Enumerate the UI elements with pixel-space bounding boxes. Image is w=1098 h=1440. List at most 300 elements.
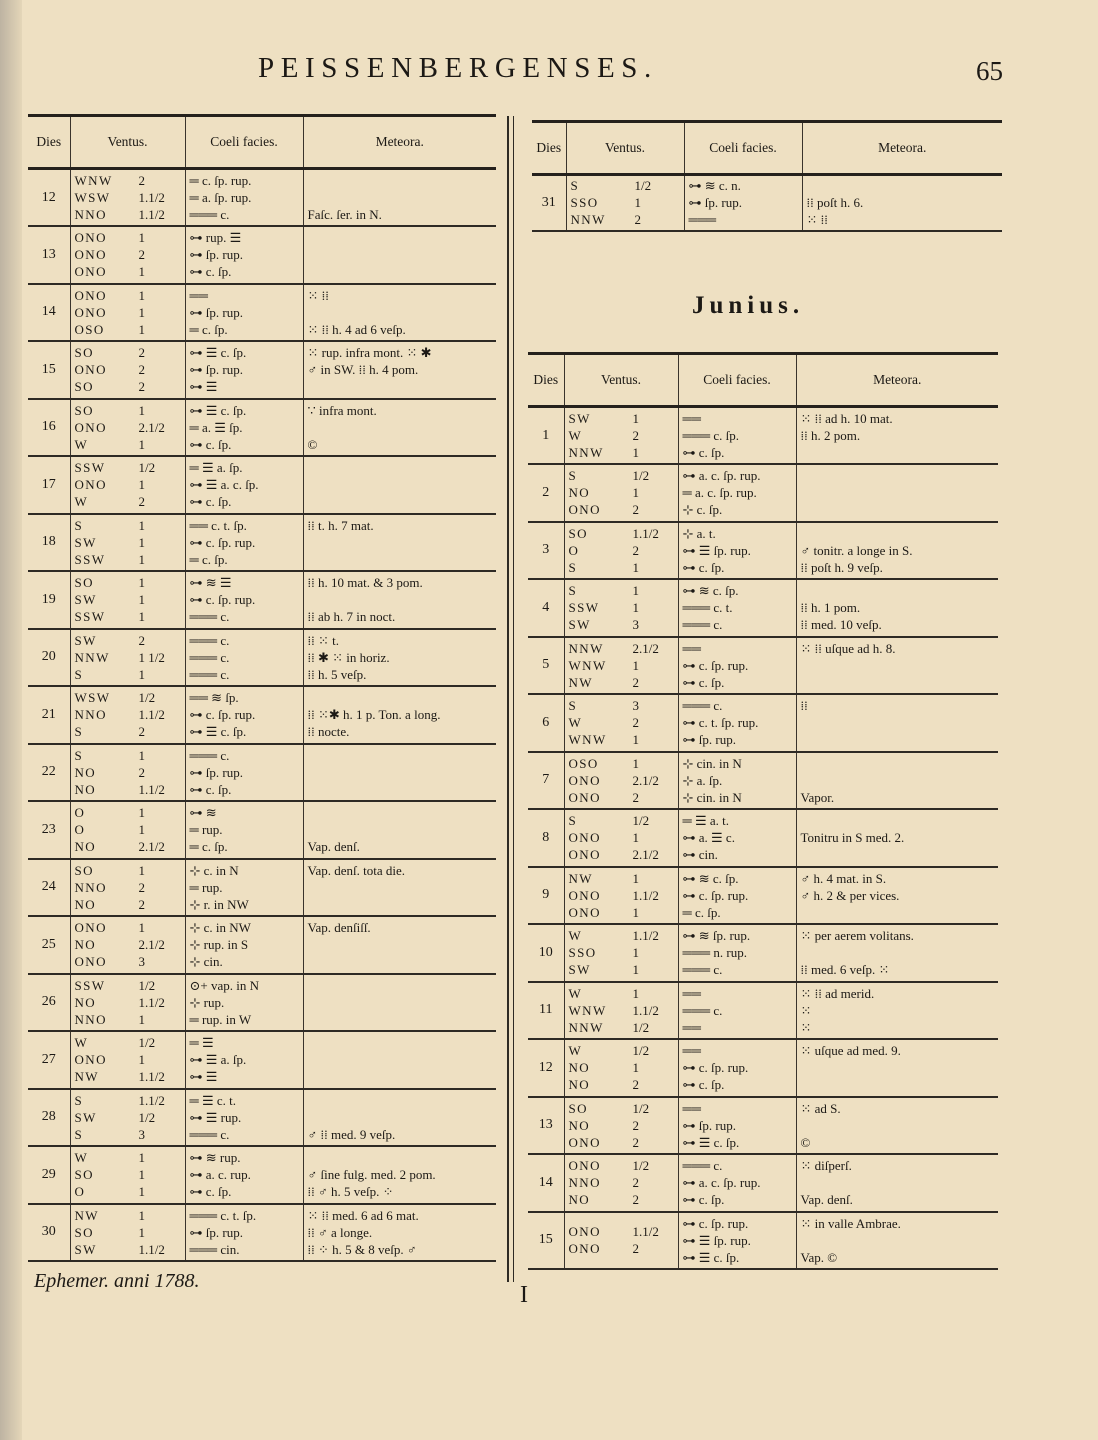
wind-force: 1.1/2 [632, 525, 659, 541]
wind-line [75, 977, 181, 994]
meteora-line: ⁞⁞ ♂ h. 5 veſp. ⁘ [307, 1184, 394, 1200]
sky-line: ⊶ ☰ c. ſp. [189, 402, 247, 418]
wind-force: 3 [632, 617, 639, 633]
wind-line [75, 919, 181, 936]
meteora-line [308, 689, 493, 706]
meteora-line [308, 493, 493, 510]
meteora-cell [303, 1146, 496, 1204]
wind-line [75, 764, 181, 781]
sky-line: ══ [682, 1043, 701, 1059]
wind-force: 1/2 [632, 468, 650, 484]
meteora-line [801, 846, 995, 863]
table-row [528, 637, 998, 695]
sky-line: ═══ c. [682, 1002, 723, 1018]
day-cell: 23 [41, 821, 56, 837]
meteora-line [308, 229, 493, 246]
sky-cell [185, 744, 303, 802]
sky-line: ═══ cin. [189, 1241, 240, 1257]
wind-force: 2.1/2 [632, 847, 659, 863]
meteora-line: ⁙ ⁞⁞ ad merid. [800, 985, 875, 1001]
meteora-cell [303, 571, 496, 629]
wind-direction: ONO [568, 1241, 601, 1257]
sky-cell [185, 629, 303, 687]
sky-line: ══ [682, 411, 701, 426]
wind-force: 1 1/2 [138, 649, 165, 665]
sky-line: ═══ c. [189, 666, 230, 682]
wind-line [569, 1191, 674, 1208]
wind-force: 1.1/2 [138, 994, 165, 1010]
day-cell: 17 [41, 476, 56, 492]
sky-cell [185, 859, 303, 917]
table-row [528, 407, 998, 465]
wind-line [75, 517, 181, 534]
sky-line: ⊶ a. ☰ c. [682, 830, 735, 846]
wind-direction: W [74, 1035, 89, 1051]
wind-line [569, 1240, 674, 1257]
sky-line: ⊶ a. c. rup. [189, 1167, 251, 1183]
right-top-table-block [532, 120, 1002, 232]
signature-mark: I [520, 1282, 528, 1308]
footer-caption: Ephemer. anni 1788. [34, 1270, 200, 1292]
sky-line: ⊶ c. ſp. rup. [682, 887, 749, 903]
wind-direction: NO [74, 781, 97, 797]
table-row [28, 859, 496, 917]
column-header: Coeli facies. [185, 116, 303, 169]
table-row [528, 752, 998, 810]
wind-cell [564, 407, 678, 465]
sky-line: ═══ c. [189, 207, 230, 222]
wind-direction: WNW [74, 173, 113, 188]
sky-line: ═══ c. [189, 747, 230, 763]
sky-line: ═══ c. t. [682, 600, 733, 616]
wind-force: 1 [138, 609, 145, 625]
sky-cell [185, 916, 303, 974]
wind-cell [564, 1097, 678, 1155]
sky-line: ⊶ c. ſp. rup. [682, 657, 749, 673]
meteora-line [801, 714, 995, 731]
wind-force: 1 [632, 755, 639, 771]
sky-line: ═ ☰ a. t. [682, 813, 729, 829]
wind-cell [70, 169, 185, 227]
sky-cell [678, 464, 796, 522]
sky-line: ⊹ rup. [189, 994, 225, 1010]
wind-line [75, 838, 181, 855]
wind-force: 3 [138, 1126, 145, 1142]
wind-line [75, 402, 181, 419]
wind-line [569, 1076, 674, 1093]
wind-line [75, 1241, 181, 1258]
wind-direction: S [74, 1092, 84, 1108]
wind-line [569, 1002, 674, 1019]
sky-line: ⊶ ≋ rup. [189, 1150, 241, 1166]
sky-line: ═══ c. [189, 632, 230, 648]
page-shadow [0, 0, 22, 1440]
table-row [28, 571, 496, 629]
wind-force: 2 [138, 632, 145, 648]
wind-line [569, 427, 674, 444]
wind-direction: ONO [74, 1052, 107, 1068]
wind-force: 1 [632, 1060, 639, 1076]
sky-line: ═══ c. [189, 649, 230, 665]
wind-cell [70, 284, 185, 342]
meteora-line: ⁙ ⁞⁞ [307, 287, 329, 303]
sky-line: ═ c. ſp. [189, 551, 228, 567]
meteora-cell [303, 1031, 496, 1089]
wind-force: 1 [138, 1224, 145, 1240]
wind-direction: S [74, 666, 84, 682]
wind-cell [564, 809, 678, 867]
sky-line: ⊶ ≋ [189, 805, 217, 821]
column-divider-inner [513, 116, 514, 1282]
sky-line: ═ ☰ a. ſp. [189, 460, 243, 476]
wind-force: 1/2 [632, 1100, 650, 1116]
meteora-cell [303, 226, 496, 284]
meteora-line [308, 1051, 493, 1068]
wind-line [75, 1034, 181, 1051]
wind-force: 2 [632, 542, 639, 558]
day-cell: 7 [542, 772, 550, 788]
wind-line [569, 1059, 674, 1076]
wind-line [75, 896, 181, 913]
wind-force: 3 [138, 954, 145, 970]
meteora-cell [303, 974, 496, 1032]
sky-cell [678, 637, 796, 695]
sky-line: ═ rup. [189, 822, 223, 838]
meteora-cell [303, 1089, 496, 1147]
meteora-cell [303, 399, 496, 457]
wind-line [569, 1019, 674, 1036]
table-row [528, 924, 998, 982]
sky-line: ⊶ a. c. ſp. rup. [682, 1175, 761, 1191]
sky-line: ⊹ a. t. [682, 525, 716, 541]
sky-line: ⊙+ vap. in N [189, 977, 259, 993]
meteora-line [801, 444, 995, 461]
meteora-line [308, 304, 493, 321]
sky-cell [678, 407, 796, 465]
table-row [528, 1154, 998, 1212]
wind-direction: SO [568, 525, 588, 541]
sky-line: ⊶ ſp. rup. [189, 247, 243, 263]
meteora-line [308, 246, 493, 263]
meteora-line [308, 419, 493, 436]
sky-line: ⊶ c. ſp. rup. [189, 592, 256, 608]
meteora-line: ⁙ ⁞⁞ h. 4 ad 6 veſp. [307, 321, 406, 337]
meteora-line: ⁞⁞ med. 6 veſp. ⁙ [800, 962, 890, 978]
wind-direction: SW [568, 617, 591, 633]
sky-line: ══ [682, 1019, 701, 1035]
wind-line [75, 994, 181, 1011]
wind-direction: NO [74, 896, 97, 912]
wind-line [75, 1149, 181, 1166]
sky-line: ⊶ ſp. rup. [189, 1224, 243, 1240]
wind-line [569, 927, 674, 944]
wind-line [569, 1223, 674, 1240]
wind-line [75, 1183, 181, 1200]
sky-line: ⊶ ſp. rup. [189, 764, 243, 780]
wind-cell [70, 801, 185, 859]
wind-direction: ONO [74, 920, 107, 936]
wind-force: 1 [138, 592, 145, 608]
wind-direction: SO [74, 379, 94, 395]
day-cell: 18 [41, 534, 56, 550]
wind-line [569, 789, 674, 806]
day-cell: 14 [41, 304, 56, 320]
wind-line [569, 640, 674, 657]
meteora-line [308, 936, 493, 953]
wind-direction: WNW [568, 732, 607, 748]
day-cell: 22 [41, 764, 56, 780]
sky-cell [678, 752, 796, 810]
wind-force: 2.1/2 [138, 937, 165, 953]
meteora-line: ♂ ⁞⁞ med. 9 veſp. [307, 1126, 396, 1142]
column-header: Dies [28, 116, 70, 169]
wind-force: 1/2 [632, 1158, 650, 1174]
wind-line [75, 361, 181, 378]
meteora-cell [796, 752, 998, 810]
meteora-line [308, 953, 493, 970]
wind-cell [564, 464, 678, 522]
wind-direction: WNW [568, 657, 607, 673]
wind-line [571, 211, 680, 228]
sky-line: ═ rup. in W [189, 1011, 252, 1027]
wind-force: 1 [138, 287, 145, 303]
wind-line [75, 246, 181, 263]
wind-force: 1 [632, 657, 639, 673]
meteora-line: ⁞⁞ h. 2 pom. [800, 428, 861, 443]
wind-line [569, 525, 674, 542]
sky-cell [684, 175, 802, 231]
meteora-line: ⁙ [800, 1002, 812, 1018]
wind-direction: S [74, 724, 84, 740]
wind-direction: NW [74, 1069, 99, 1085]
wind-force: 2 [632, 789, 639, 805]
wind-direction: S [74, 517, 84, 533]
wind-force: 3 [632, 698, 639, 714]
wind-line [569, 846, 674, 863]
wind-force: 2 [138, 379, 145, 395]
wind-line [75, 534, 181, 551]
meteora-cell [796, 694, 998, 752]
wind-force: 1/2 [138, 690, 156, 706]
sky-line: ═══ c. [189, 1126, 230, 1142]
wind-force: 1/2 [632, 1043, 650, 1059]
day-cell: 31 [541, 194, 556, 210]
wind-line [75, 476, 181, 493]
wind-cell [564, 522, 678, 580]
sky-cell [185, 571, 303, 629]
sky-cell [185, 169, 303, 227]
wind-line [75, 649, 181, 666]
wind-cell [70, 744, 185, 802]
meteora-line [801, 1117, 995, 1134]
meteora-cell [303, 801, 496, 859]
sky-cell [185, 341, 303, 399]
sky-line: ═══ c. [682, 617, 723, 633]
wind-line [75, 1207, 181, 1224]
wind-line [75, 608, 181, 625]
wind-line [75, 632, 181, 649]
wind-force: 1.1/2 [138, 207, 165, 222]
wind-cell [70, 226, 185, 284]
sky-cell [185, 1204, 303, 1262]
meteora-line [801, 501, 995, 518]
wind-direction: NNW [568, 640, 604, 656]
wind-force: 1.1/2 [138, 707, 165, 723]
day-cell: 25 [41, 936, 56, 952]
meteora-cell [303, 169, 496, 227]
meteora-line: ♂ h. 4 mat. in S. [800, 870, 887, 886]
table-row [28, 1031, 496, 1089]
meteora-line: ⁙ ⁞⁞ med. 6 ad 6 mat. [307, 1207, 419, 1223]
wind-force: 1 [138, 1184, 145, 1200]
day-cell: 14 [538, 1174, 553, 1190]
meteora-line [308, 459, 493, 476]
meteora-cell [796, 924, 998, 982]
meteora-line: Vap. denſ. tota die. [307, 862, 405, 878]
meteora-line [308, 1109, 493, 1126]
table-row [532, 175, 1002, 231]
sky-line: ⊶ c. ſp. [189, 1184, 232, 1200]
wind-line [75, 804, 181, 821]
wind-force: 1 [138, 477, 145, 493]
wind-line [569, 444, 674, 461]
wind-line [569, 697, 674, 714]
wind-force: 2 [138, 345, 145, 361]
wind-direction: ONO [568, 772, 601, 788]
wind-direction: W [568, 928, 583, 944]
sky-line: ⊶ cin. [682, 847, 718, 863]
wind-force: 1/2 [632, 1019, 650, 1035]
wind-direction: NNW [568, 445, 604, 460]
meteora-line: Vap. © [800, 1249, 838, 1265]
meteora-line: ⁞⁞ ⁙ t. [307, 632, 339, 648]
sky-cell [185, 456, 303, 514]
meteora-line [801, 484, 995, 501]
wind-direction: W [74, 436, 89, 452]
wind-force: 1 [138, 862, 145, 878]
wind-line [569, 582, 674, 599]
column-header: Coeli facies. [678, 354, 796, 407]
wind-line [75, 879, 181, 896]
day-cell: 15 [41, 361, 56, 377]
table-row [28, 1146, 496, 1204]
wind-direction: NO [568, 485, 591, 501]
meteora-line [308, 977, 493, 994]
wind-line [75, 1224, 181, 1241]
wind-force: 1.1/2 [632, 1224, 659, 1240]
wind-direction: ONO [74, 954, 107, 970]
wind-force: 1 [632, 904, 639, 920]
wind-direction: SW [568, 411, 591, 426]
meteora-line [801, 1174, 995, 1191]
wind-force: 1 [632, 485, 639, 501]
wind-force: 1 [138, 1167, 145, 1183]
wind-cell [70, 1146, 185, 1204]
wind-line [75, 263, 181, 280]
wind-direction: W [74, 1150, 89, 1166]
meteora-line: ⁞⁞ poſt h. 9 veſp. [800, 559, 883, 575]
wind-direction: NNO [74, 707, 107, 723]
table-row [528, 522, 998, 580]
wind-direction: SSW [74, 977, 106, 993]
sky-line: ══ c. t. ſp. [189, 517, 247, 533]
sky-line: ═ c. ſp. rup. [189, 173, 252, 188]
wind-force: 1 [138, 1207, 145, 1223]
table-row [28, 456, 496, 514]
wind-line [75, 344, 181, 361]
wind-force: 2.1/2 [632, 772, 659, 788]
sky-line: ═══ n. rup. [682, 945, 747, 961]
wind-line [75, 459, 181, 476]
wind-direction: ONO [74, 247, 107, 263]
sky-line: ⊶ c. ſp. rup. [189, 534, 256, 550]
sky-line: ═══ c. [682, 962, 723, 978]
meteora-cell [303, 456, 496, 514]
meteora-line: © [307, 436, 318, 452]
section-title: Junius. [692, 292, 805, 319]
wind-cell [564, 867, 678, 925]
meteora-line: ∵ infra mont. [307, 402, 377, 418]
wind-force: 1/2 [138, 1035, 156, 1051]
wind-force: 2 [138, 362, 145, 378]
wind-force: 1 [632, 411, 639, 426]
wind-force: 1 [634, 195, 641, 211]
sky-line: ⊶ rup. ☰ [189, 230, 242, 246]
meteora-line [801, 944, 995, 961]
sky-line: ═══ [688, 212, 717, 228]
sky-line: ⊶ c. ſp. rup. [682, 1060, 749, 1076]
day-cell: 27 [41, 1051, 56, 1067]
meteora-cell [796, 579, 998, 637]
sky-line: ⊹ cin. in N [682, 789, 742, 805]
wind-force: 1 [632, 445, 639, 460]
sky-line: ⊹ rup. in S [189, 937, 249, 953]
wind-line [569, 887, 674, 904]
wind-direction: NO [74, 764, 97, 780]
wind-direction: W [568, 985, 583, 1001]
sky-cell [678, 1039, 796, 1097]
day-cell: 28 [41, 1109, 56, 1125]
sky-cell [678, 1154, 796, 1212]
wind-direction: W [568, 715, 583, 731]
sky-line: ═ rup. [189, 879, 223, 895]
meteora-line [308, 821, 493, 838]
wind-line [569, 616, 674, 633]
wind-line [569, 674, 674, 691]
wind-direction: SSW [568, 600, 600, 616]
wind-line [75, 666, 181, 683]
wind-cell [70, 916, 185, 974]
wind-cell [70, 514, 185, 572]
wind-direction: NO [74, 839, 97, 855]
wind-line [75, 287, 181, 304]
sky-line: ═══ c. ſp. [682, 428, 740, 443]
wind-direction: OSO [74, 321, 105, 337]
wind-line [75, 821, 181, 838]
meteora-line: ♂ ſine fulg. med. 2 pom. [307, 1167, 436, 1183]
wind-line [569, 904, 674, 921]
wind-direction: S [568, 468, 578, 484]
meteora-line [308, 476, 493, 493]
column-header: Dies [528, 354, 564, 407]
day-cell: 2 [542, 484, 550, 500]
meteora-cell [303, 341, 496, 399]
wind-direction: SO [74, 402, 94, 418]
table-row [528, 809, 998, 867]
meteora-cell [796, 1097, 998, 1155]
wind-force: 2 [632, 1175, 639, 1191]
meteora-line [308, 896, 493, 913]
